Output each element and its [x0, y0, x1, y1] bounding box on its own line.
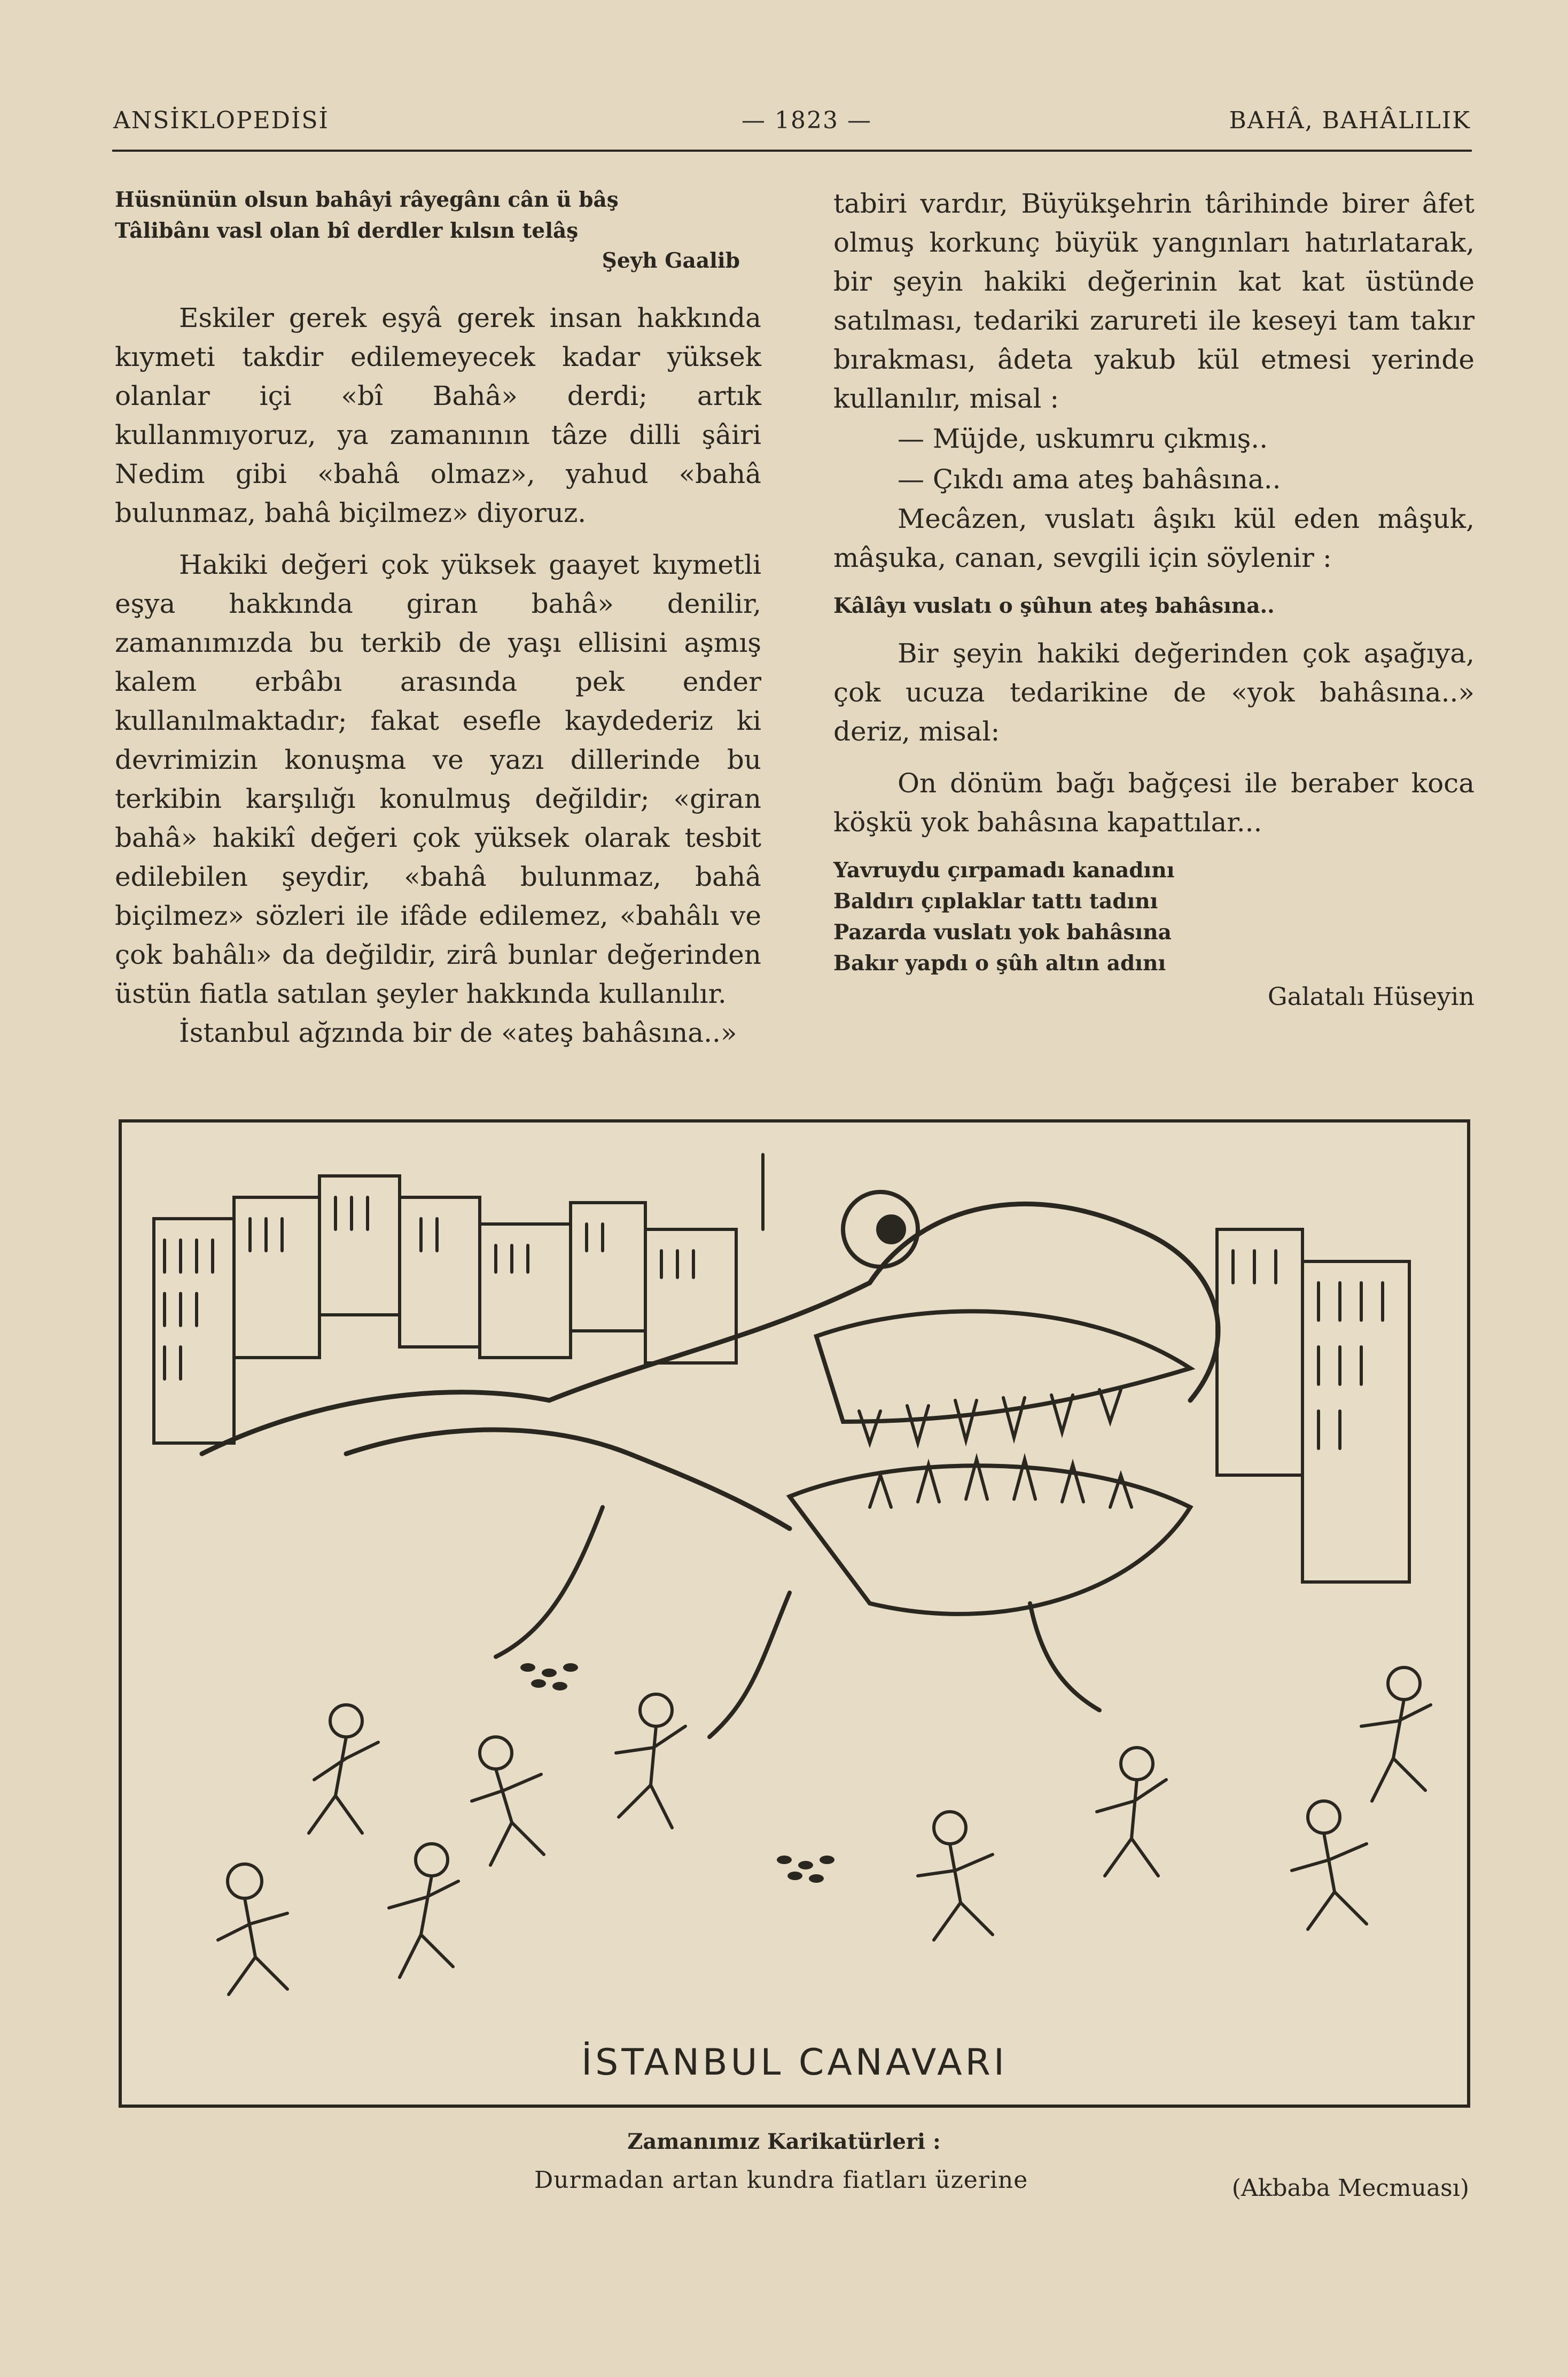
dialog-line: — Çıkdı ama ateş bahâsına.. [898, 464, 1281, 495]
left-column [115, 184, 761, 1053]
verse-author: Galatalı Hüseyin [1267, 982, 1475, 1011]
paragraph: İstanbul ağzında bir de «ateş bahâsına..» [179, 1017, 737, 1048]
scattered-shoes [520, 1663, 834, 1883]
verse-line: Bakır yapdı o şûh altın adını [833, 951, 1166, 976]
running-header-left: ANSİKLOPEDİSİ [113, 107, 329, 134]
paragraph: On dönüm bağı bağçesi ile beraber koca köşkü yok bahâsına kapattılar... [833, 768, 1475, 838]
verse-author: Şeyh Gaalib [602, 248, 740, 273]
monster-leg-2 [709, 1593, 790, 1737]
cartoon-caption-subtitle: Durmadan artan kundra fiatları üzerine [534, 2166, 1028, 2194]
paragraph: Hakiki değeri çok yüksek gaayet kıymetli eşya hakkında giran bahâ» denilir, zamanımızda bu terkib de yaşı ellisini aşmış kalem erbâbı arasında pek ender kullanılmaktadır; fakat esefle kaydederiz ki devrimizin konuşma ve yazı dillerinde bu terkibin karşılığı konulmuş değildir; «giran bahâ» hakikî değeri çok yüksek olarak tesbit edilebilen şeydir, «bahâ bulunmaz, bahâ biçilmez» sözleri ile ifâde edilemez, «bahâlı ve çok bahâlı» da değildir, zirâ bunlar değerinden üstün fiatla satılan şeyler hakkında kullanılır. [115, 549, 761, 1009]
building-left-5 [480, 1224, 571, 1358]
monster-leg-3 [1030, 1603, 1099, 1710]
building-left-4 [400, 1197, 480, 1347]
cartoon-caption-heading: Zamanımız Karikatürleri : [627, 2129, 941, 2154]
building-left-3 [319, 1176, 400, 1315]
verse-line: Kâlâyı vuslatı o şûhun ateş bahâsına.. [833, 594, 1275, 618]
monster-cartoon-drawing [122, 1123, 1467, 2105]
monster-belly-line [346, 1430, 790, 1529]
monster-lower-jaw [790, 1466, 1190, 1614]
building-left-6 [571, 1203, 645, 1331]
fleeing-crowd [218, 1667, 1431, 1994]
verse-line: Pazarda vuslatı yok bahâsına [833, 920, 1172, 945]
paragraph: Bir şeyin hakiki değerinden çok aşağıya, çok ucuza tedarikine de «yok bahâsına..» deriz, misal: [833, 638, 1475, 747]
paragraph: tabiri vardır, Büyükşehrin târihinde birer âfet olmuş korkunç büyük yangınları hatırlatarak, bir şeyin hakiki değerinin kat kat üstünde satılması, tedariki zarureti ile keseyi tam takır bırakması, âdeta yakub kül etmesi yerinde kullanılır, misal : [833, 188, 1475, 414]
dialog-line: — Müjde, uskumru çıkmış.. [898, 423, 1268, 454]
paragraph: Eskiler gerek eşyâ gerek insan hakkında kıymeti takdir edilemeyecek kadar yüksek olanlar içi «bî Bahâ» derdi; artık kullanmıyoruz, ya zamanının tâze dilli şâiri Nedim gibi «bahâ olmaz», yahud «bahâ bulunmaz, bahâ biçilmez» diyoruz. [115, 302, 761, 528]
paragraph: Mecâzen, vuslatı âşıkı kül eden mâşuk, mâşuka, canan, sevgili için söylenir : [833, 503, 1475, 573]
building-right-1 [1217, 1229, 1302, 1475]
verse-line: Tâlibânı vasl olan bî derdler kılsın telâş [115, 219, 579, 243]
cartoon-source: (Akbaba Mecmuası) [1231, 2175, 1469, 2202]
building-left-2 [234, 1197, 319, 1358]
monster-pupil [878, 1216, 904, 1243]
verse-line: Yavruydu çırpamadı kanadını [833, 858, 1175, 883]
cartoon-illustration [119, 1119, 1470, 2108]
monster-upper-jaw [816, 1311, 1190, 1422]
verse-line: Hüsnünün olsun bahâyi râyegânı cân ü bâş [115, 188, 619, 212]
right-column [833, 184, 1475, 1011]
cartoon-title: İSTANBUL CANAVARI [581, 2041, 1008, 2084]
monster-leg-1 [496, 1507, 603, 1657]
header-rule [112, 150, 1472, 152]
verse-line: Baldırı çıplaklar tattı tadını [833, 889, 1158, 914]
page-number: — 1823 — [742, 107, 872, 134]
running-header-right: BAHÂ, BAHÂLILIK [1229, 107, 1471, 134]
